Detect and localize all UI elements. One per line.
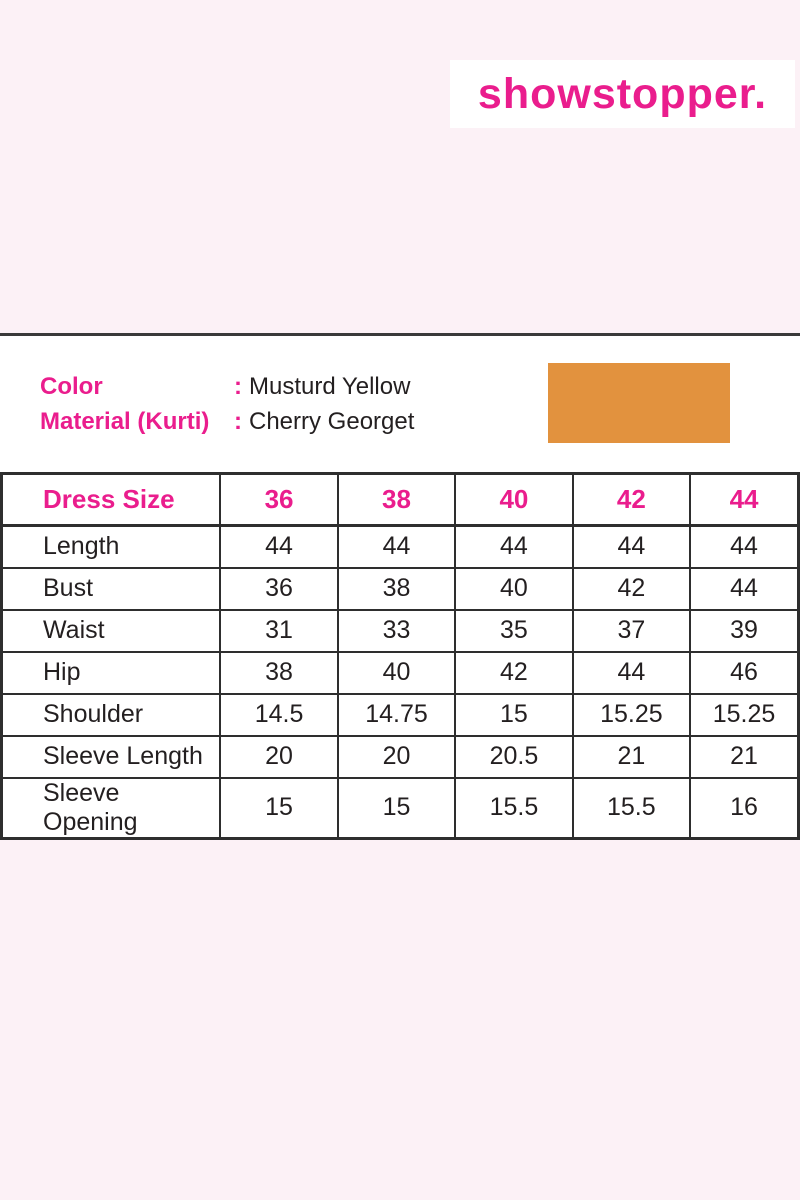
row-label: Length — [2, 526, 221, 568]
cell-value: 15 — [455, 694, 572, 736]
cell-value: 15.5 — [573, 778, 690, 839]
brand-logo — [450, 60, 795, 128]
cell-value: 14.75 — [338, 694, 455, 736]
cell-value: 44 — [690, 568, 798, 610]
header-size-44: 44 — [690, 474, 798, 526]
color-colon: : — [234, 373, 242, 400]
table-row-bust — [2, 568, 799, 610]
table-row-hip — [2, 652, 799, 694]
size-chart-table — [0, 472, 800, 840]
cell-value: 15 — [220, 778, 337, 839]
top-banner — [0, 0, 800, 333]
header-size-40: 40 — [455, 474, 572, 526]
row-label: Hip — [2, 652, 221, 694]
table-row-waist — [2, 610, 799, 652]
cell-value: 39 — [690, 610, 798, 652]
cell-value: 44 — [573, 526, 690, 568]
cell-value: 40 — [455, 568, 572, 610]
cell-value: 21 — [690, 736, 798, 778]
row-label: Waist — [2, 610, 221, 652]
cell-value: 33 — [338, 610, 455, 652]
color-swatch — [548, 363, 730, 443]
row-label: Sleeve Opening — [2, 778, 221, 839]
material-label: Material (Kurti) — [40, 408, 210, 435]
cell-value: 44 — [338, 526, 455, 568]
table-row-length — [2, 526, 799, 568]
table-row-sleeve-opening — [2, 778, 799, 839]
cell-value: 15 — [338, 778, 455, 839]
header-size-36: 36 — [220, 474, 337, 526]
cell-value: 38 — [220, 652, 337, 694]
row-label: Sleeve Length — [2, 736, 221, 778]
cell-value: 31 — [220, 610, 337, 652]
row-label: Bust — [2, 568, 221, 610]
cell-value: 20 — [338, 736, 455, 778]
header-size-38: 38 — [338, 474, 455, 526]
cell-value: 20 — [220, 736, 337, 778]
material-value: Cherry Georget — [249, 408, 415, 435]
cell-value: 44 — [455, 526, 572, 568]
cell-value: 38 — [338, 568, 455, 610]
table-row-sleeve-length — [2, 736, 799, 778]
cell-value: 21 — [573, 736, 690, 778]
cell-value: 15.25 — [690, 694, 798, 736]
cell-value: 46 — [690, 652, 798, 694]
product-info-section — [0, 336, 800, 472]
table-header-row — [2, 474, 799, 526]
cell-value: 16 — [690, 778, 798, 839]
header-dress-size: Dress Size — [2, 474, 221, 526]
header-size-42: 42 — [573, 474, 690, 526]
cell-value: 15.25 — [573, 694, 690, 736]
brand-logo-text: showstopper. — [477, 69, 768, 118]
cell-value: 35 — [455, 610, 572, 652]
cell-value: 44 — [690, 526, 798, 568]
table-row-shoulder — [2, 694, 799, 736]
cell-value: 14.5 — [220, 694, 337, 736]
material-colon: : — [234, 408, 242, 435]
cell-value: 15.5 — [455, 778, 572, 839]
cell-value: 42 — [573, 568, 690, 610]
color-label: Color — [40, 373, 103, 400]
color-value: Musturd Yellow — [249, 373, 411, 400]
cell-value: 20.5 — [455, 736, 572, 778]
row-label: Shoulder — [2, 694, 221, 736]
cell-value: 42 — [455, 652, 572, 694]
cell-value: 40 — [338, 652, 455, 694]
cell-value: 44 — [573, 652, 690, 694]
cell-value: 44 — [220, 526, 337, 568]
cell-value: 36 — [220, 568, 337, 610]
cell-value: 37 — [573, 610, 690, 652]
